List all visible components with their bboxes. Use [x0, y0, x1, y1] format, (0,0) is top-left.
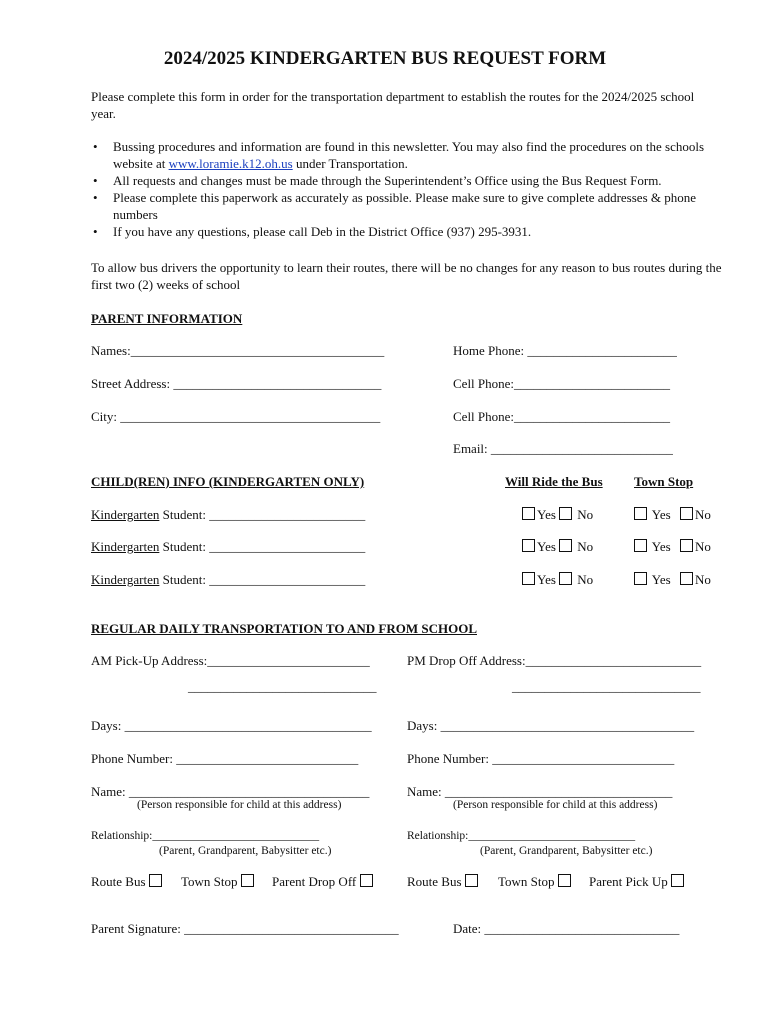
- stop-yes-checkbox[interactable]: Yes: [634, 539, 671, 555]
- stop-yes-checkbox[interactable]: Yes: [634, 507, 671, 523]
- route-change-note: To allow bus drivers the opportunity to learn their routes, there will be no changes for any reason to bus routes during the first two (2) weeks of school: [91, 260, 722, 292]
- child-info-heading: CHILD(REN) INFO (KINDERGARTEN ONLY): [91, 474, 365, 489]
- pm-relationship-hint: (Parent, Grandparent, Babysitter etc.): [480, 845, 653, 857]
- stop-yes-checkbox[interactable]: Yes: [634, 572, 671, 588]
- parent-signature-field[interactable]: Parent Signature: _________________________________: [91, 921, 399, 936]
- stop-no-checkbox[interactable]: No: [680, 572, 711, 588]
- date-field[interactable]: Date: ______________________________: [453, 921, 680, 936]
- ride-yes-checkbox[interactable]: Yes: [522, 507, 556, 523]
- website-link[interactable]: www.loramie.k12.oh.us: [168, 156, 293, 171]
- am-relationship-hint: (Parent, Grandparent, Babysitter etc.): [159, 845, 332, 857]
- cell-phone-field[interactable]: Cell Phone:________________________: [453, 376, 671, 391]
- ride-no-checkbox[interactable]: No: [559, 507, 593, 523]
- street-address-field[interactable]: Street Address: ________________________________: [91, 376, 382, 391]
- instruction-list: [91, 138, 733, 240]
- pm-address-line-2[interactable]: _____________________________: [512, 679, 701, 694]
- town-stop-column: Town Stop: [634, 474, 694, 489]
- names-field[interactable]: Names:_______________________________________: [91, 343, 385, 358]
- ride-no-checkbox[interactable]: No: [559, 539, 593, 555]
- email-field[interactable]: Email: ____________________________: [453, 441, 673, 456]
- pm-route-bus-checkbox[interactable]: Route Bus: [407, 874, 480, 890]
- am-route-bus-checkbox[interactable]: Route Bus: [91, 874, 164, 890]
- pm-dropoff-address-field[interactable]: PM Drop Off Address:___________________________: [407, 653, 702, 668]
- am-name-hint: (Person responsible for child at this address): [137, 799, 342, 811]
- pm-days-field[interactable]: Days: _______________________________________: [407, 718, 695, 733]
- am-town-stop-checkbox[interactable]: Town Stop: [181, 874, 256, 890]
- parent-pick-up-checkbox[interactable]: Parent Pick Up: [589, 874, 686, 890]
- kindergarten-student-field[interactable]: Kindergarten Student: ________________________: [91, 539, 366, 554]
- stop-no-checkbox[interactable]: No: [680, 539, 711, 555]
- city-field[interactable]: City: ________________________________________: [91, 409, 381, 424]
- bullet-text: Bussing procedures and information are found in this newsletter. You may also find the procedures on the schools website at: [113, 139, 705, 171]
- stop-no-checkbox[interactable]: No: [680, 507, 711, 523]
- list-item: • If you have any questions, please call Deb in the District Office (937) 295-3931.: [113, 223, 733, 240]
- list-item: • Please complete this paperwork as accurately as possible. Please make sure to give complete addresses & phone numbers: [113, 189, 733, 223]
- am-relationship-field[interactable]: Relationship:_____________________________: [91, 830, 320, 842]
- form-title: 2024/2025 KINDERGARTEN BUS REQUEST FORM: [163, 48, 607, 69]
- pm-phone-field[interactable]: Phone Number: ____________________________: [407, 751, 675, 766]
- cell-phone-field-2[interactable]: Cell Phone:________________________: [453, 409, 671, 424]
- am-address-line-2[interactable]: _____________________________: [188, 679, 377, 694]
- kindergarten-student-field[interactable]: Kindergarten Student: ________________________: [91, 507, 366, 522]
- regular-transport-heading: REGULAR DAILY TRANSPORTATION TO AND FROM SCHOOL: [91, 621, 477, 636]
- am-days-field[interactable]: Days: ______________________________________: [91, 718, 372, 733]
- parent-info-heading: PARENT INFORMATION: [91, 311, 243, 326]
- pm-town-stop-checkbox[interactable]: Town Stop: [498, 874, 573, 890]
- parent-drop-off-checkbox[interactable]: Parent Drop Off: [272, 874, 375, 890]
- pm-relationship-field[interactable]: Relationship:_____________________________: [407, 830, 636, 842]
- am-name-field[interactable]: Name: _____________________________________: [91, 784, 370, 799]
- pm-name-hint: (Person responsible for child at this address): [453, 799, 658, 811]
- intro-text: Please complete this form in order for the transportation department to establish the routes for the 2024/2025 school year.: [91, 89, 695, 121]
- ride-yes-checkbox[interactable]: Yes: [522, 539, 556, 555]
- pm-name-field[interactable]: Name: ___________________________________: [407, 784, 673, 799]
- am-pickup-address-field[interactable]: AM Pick-Up Address:_________________________: [91, 653, 370, 668]
- kindergarten-student-field[interactable]: Kindergarten Student: ________________________: [91, 572, 366, 587]
- home-phone-field[interactable]: Home Phone: _______________________: [453, 343, 677, 358]
- list-item: • All requests and changes must be made through the Superintendent’s Office using the Bus Request Form.: [113, 172, 733, 189]
- ride-no-checkbox[interactable]: No: [559, 572, 593, 588]
- bullet-text: under Transportation.: [292, 156, 408, 171]
- list-item: [113, 138, 733, 172]
- ride-yes-checkbox[interactable]: Yes: [522, 572, 556, 588]
- will-ride-bus-column: Will Ride the Bus: [505, 474, 603, 489]
- am-phone-field[interactable]: Phone Number: ____________________________: [91, 751, 359, 766]
